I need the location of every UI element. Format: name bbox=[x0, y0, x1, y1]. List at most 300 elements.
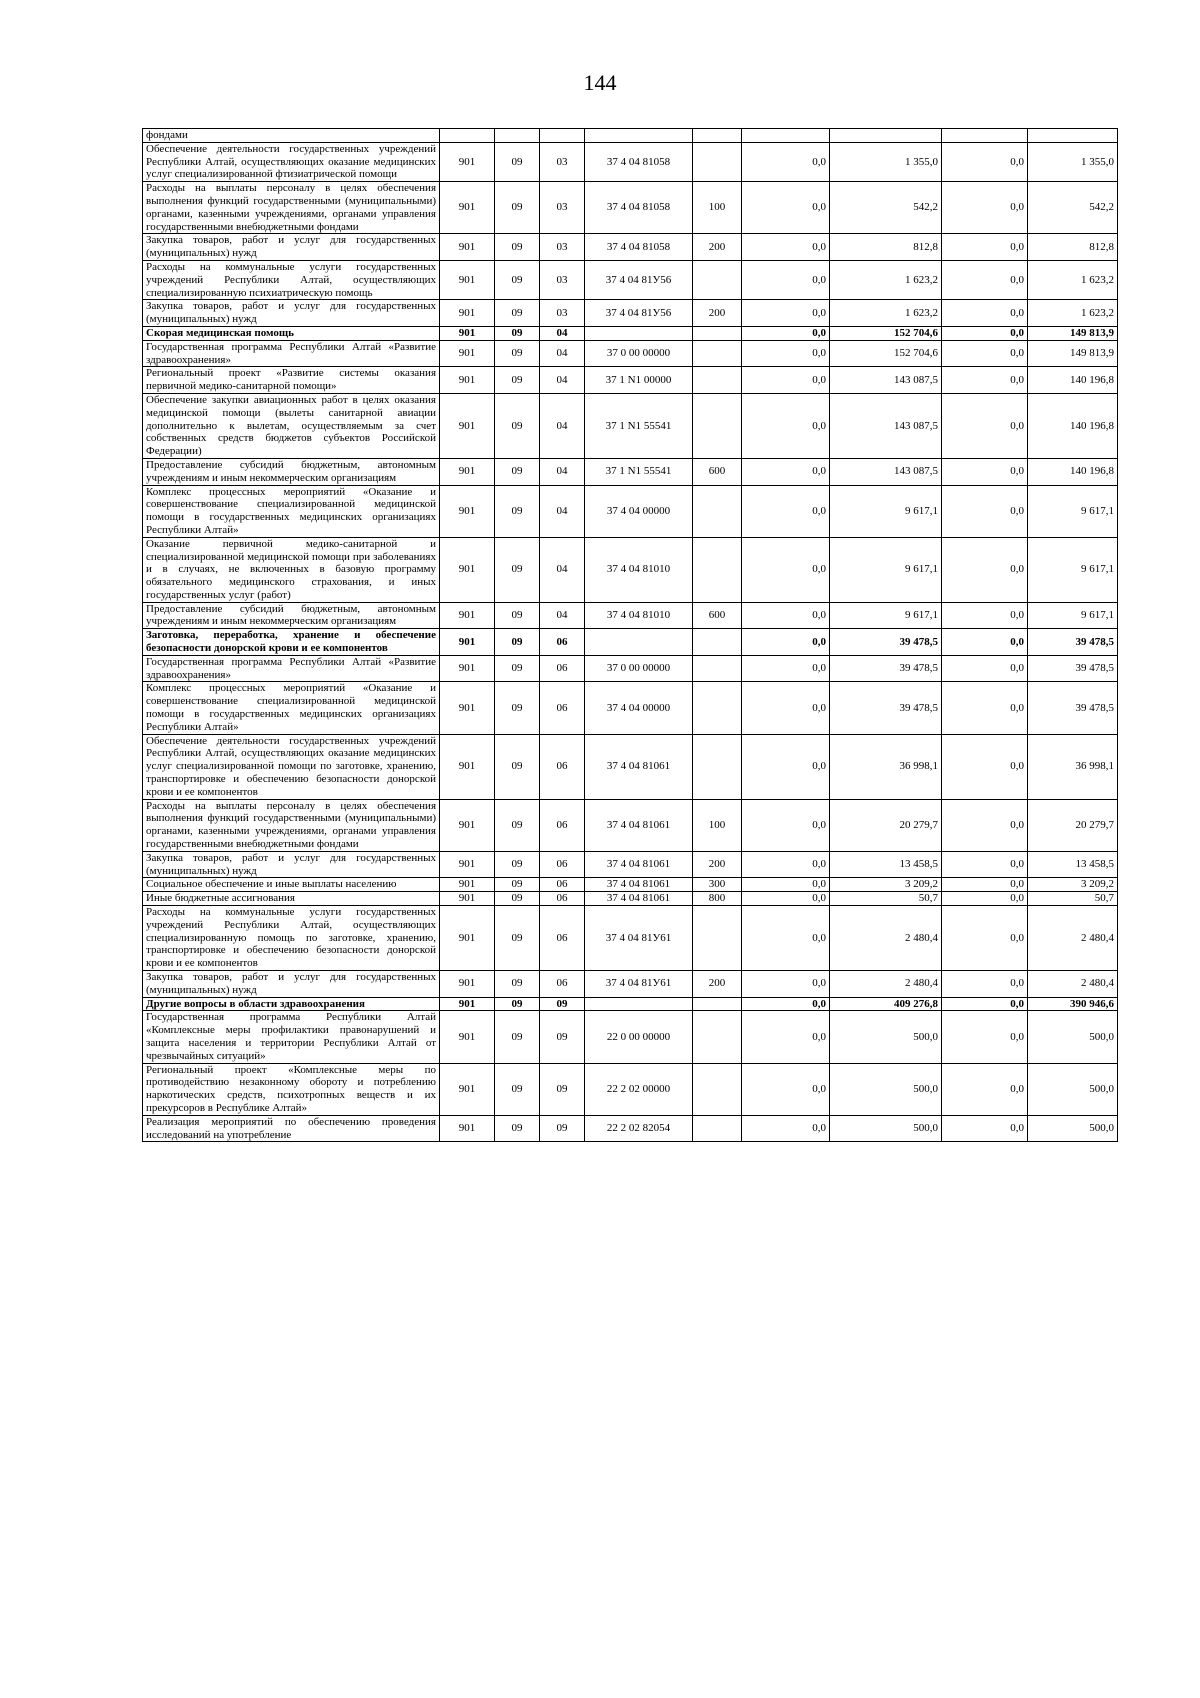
target-article-code: 37 4 04 81061 bbox=[585, 851, 693, 878]
table-row bbox=[143, 851, 1118, 878]
amount-col-4: 13 458,5 bbox=[1028, 851, 1118, 878]
expense-type-code bbox=[693, 1011, 742, 1063]
target-article-code: 37 1 N1 00000 bbox=[585, 367, 693, 394]
admin-code: 901 bbox=[440, 1115, 495, 1142]
target-article-code: 37 4 04 81У56 bbox=[585, 260, 693, 299]
table-row bbox=[143, 326, 1118, 340]
amount-col-3: 0,0 bbox=[942, 458, 1028, 485]
amount-col-2: 500,0 bbox=[830, 1063, 942, 1115]
target-article-code: 22 2 02 00000 bbox=[585, 1063, 693, 1115]
line-item-name: Закупка товаров, работ и услуг для государственных (муниципальных) нужд bbox=[143, 300, 440, 327]
target-article-code: 37 4 04 00000 bbox=[585, 682, 693, 734]
line-item-name: Обеспечение закупки авиационных работ в целях оказания медицинской помощи (вылеты санитарной авиации дополнительно к вылетам, осуществляемым за счет собственных средств бюджетов субъектов Российской Федерации) bbox=[143, 393, 440, 458]
expense-type-code: 200 bbox=[693, 300, 742, 327]
subsection-code: 03 bbox=[540, 234, 585, 261]
table-row bbox=[143, 629, 1118, 656]
line-item-name: Предоставление субсидий бюджетным, автономным учреждениям и иным некоммерческим организациям bbox=[143, 602, 440, 629]
budget-table-body bbox=[143, 129, 1118, 1142]
amount-col-4: 140 196,8 bbox=[1028, 458, 1118, 485]
amount-col-1: 0,0 bbox=[742, 326, 830, 340]
amount-col-2: 409 276,8 bbox=[830, 997, 942, 1011]
subsection-code: 06 bbox=[540, 682, 585, 734]
amount-col-3: 0,0 bbox=[942, 300, 1028, 327]
target-article-code: 37 4 04 81058 bbox=[585, 182, 693, 234]
subsection-code: 09 bbox=[540, 1063, 585, 1115]
amount-col-3: 0,0 bbox=[942, 1011, 1028, 1063]
admin-code: 901 bbox=[440, 142, 495, 181]
section-code: 09 bbox=[495, 234, 540, 261]
line-item-name: Расходы на коммунальные услуги государственных учреждений Республики Алтай, осуществляющих специализированную психиатрическую помощь bbox=[143, 260, 440, 299]
target-article-code: 37 4 04 81061 bbox=[585, 799, 693, 851]
subsection-code: 03 bbox=[540, 142, 585, 181]
table-row bbox=[143, 799, 1118, 851]
amount-col-1: 0,0 bbox=[742, 971, 830, 998]
line-item-name: Закупка товаров, работ и услуг для государственных (муниципальных) нужд bbox=[143, 234, 440, 261]
amount-col-2: 152 704,6 bbox=[830, 326, 942, 340]
amount-col-4: 2 480,4 bbox=[1028, 971, 1118, 998]
amount-col-4: 2 480,4 bbox=[1028, 906, 1118, 971]
section-code: 09 bbox=[495, 367, 540, 394]
line-item-name: Закупка товаров, работ и услуг для государственных (муниципальных) нужд bbox=[143, 971, 440, 998]
amount-col-3: 0,0 bbox=[942, 1063, 1028, 1115]
amount-col-3: 0,0 bbox=[942, 682, 1028, 734]
section-code: 09 bbox=[495, 1115, 540, 1142]
amount-col-3 bbox=[942, 129, 1028, 143]
expense-type-code bbox=[693, 655, 742, 682]
line-item-name: Обеспечение деятельности государственных учреждений Республики Алтай, осуществляющих оказание медицинских услуг специализированной фтизиатрической помощи bbox=[143, 142, 440, 181]
section-code: 09 bbox=[495, 300, 540, 327]
amount-col-2: 9 617,1 bbox=[830, 485, 942, 537]
amount-col-2: 39 478,5 bbox=[830, 682, 942, 734]
amount-col-1: 0,0 bbox=[742, 906, 830, 971]
amount-col-3: 0,0 bbox=[942, 234, 1028, 261]
expense-type-code: 600 bbox=[693, 458, 742, 485]
amount-col-2: 500,0 bbox=[830, 1115, 942, 1142]
table-row bbox=[143, 142, 1118, 181]
expense-type-code bbox=[693, 682, 742, 734]
amount-col-3: 0,0 bbox=[942, 142, 1028, 181]
amount-col-1: 0,0 bbox=[742, 367, 830, 394]
line-item-name: Социальное обеспечение и иные выплаты населению bbox=[143, 878, 440, 892]
expense-type-code bbox=[693, 1063, 742, 1115]
amount-col-4: 140 196,8 bbox=[1028, 367, 1118, 394]
amount-col-3: 0,0 bbox=[942, 997, 1028, 1011]
amount-col-4: 500,0 bbox=[1028, 1115, 1118, 1142]
section-code: 09 bbox=[495, 340, 540, 367]
amount-col-1: 0,0 bbox=[742, 1063, 830, 1115]
amount-col-1: 0,0 bbox=[742, 300, 830, 327]
subsection-code: 04 bbox=[540, 458, 585, 485]
section-code: 09 bbox=[495, 1063, 540, 1115]
subsection-code: 06 bbox=[540, 655, 585, 682]
subsection-code: 03 bbox=[540, 260, 585, 299]
expense-type-code bbox=[693, 326, 742, 340]
admin-code: 901 bbox=[440, 878, 495, 892]
line-item-name: Комплекс процессных мероприятий «Оказание и совершенствование специализированной медицинской помощи в государственных медицинских организациях Республики Алтай» bbox=[143, 485, 440, 537]
table-row bbox=[143, 458, 1118, 485]
admin-code: 901 bbox=[440, 340, 495, 367]
expense-type-code bbox=[693, 340, 742, 367]
amount-col-2: 1 623,2 bbox=[830, 300, 942, 327]
amount-col-3: 0,0 bbox=[942, 602, 1028, 629]
amount-col-4: 140 196,8 bbox=[1028, 393, 1118, 458]
admin-code: 901 bbox=[440, 799, 495, 851]
section-code: 09 bbox=[495, 393, 540, 458]
line-item-name: Закупка товаров, работ и услуг для государственных (муниципальных) нужд bbox=[143, 851, 440, 878]
amount-col-3: 0,0 bbox=[942, 326, 1028, 340]
amount-col-2: 143 087,5 bbox=[830, 367, 942, 394]
amount-col-4: 1 623,2 bbox=[1028, 300, 1118, 327]
table-row bbox=[143, 971, 1118, 998]
amount-col-2: 152 704,6 bbox=[830, 340, 942, 367]
subsection-code: 04 bbox=[540, 602, 585, 629]
admin-code: 901 bbox=[440, 997, 495, 1011]
amount-col-3: 0,0 bbox=[942, 393, 1028, 458]
expense-type-code: 100 bbox=[693, 799, 742, 851]
amount-col-2: 39 478,5 bbox=[830, 655, 942, 682]
amount-col-4: 1 355,0 bbox=[1028, 142, 1118, 181]
subsection-code bbox=[540, 129, 585, 143]
section-code: 09 bbox=[495, 1011, 540, 1063]
admin-code bbox=[440, 129, 495, 143]
amount-col-1: 0,0 bbox=[742, 340, 830, 367]
expense-type-code bbox=[693, 485, 742, 537]
admin-code: 901 bbox=[440, 906, 495, 971]
section-code: 09 bbox=[495, 906, 540, 971]
amount-col-2: 9 617,1 bbox=[830, 537, 942, 602]
amount-col-1: 0,0 bbox=[742, 1011, 830, 1063]
subsection-code: 04 bbox=[540, 537, 585, 602]
table-row bbox=[143, 997, 1118, 1011]
table-row bbox=[143, 1063, 1118, 1115]
table-row bbox=[143, 1115, 1118, 1142]
section-code: 09 bbox=[495, 260, 540, 299]
expense-type-code bbox=[693, 1115, 742, 1142]
amount-col-3: 0,0 bbox=[942, 485, 1028, 537]
table-row bbox=[143, 892, 1118, 906]
amount-col-1: 0,0 bbox=[742, 682, 830, 734]
expense-type-code: 100 bbox=[693, 182, 742, 234]
section-code: 09 bbox=[495, 655, 540, 682]
amount-col-4: 39 478,5 bbox=[1028, 629, 1118, 656]
target-article-code: 37 4 04 81061 bbox=[585, 734, 693, 799]
line-item-name: Государственная программа Республики Алтай «Комплексные меры профилактики правонарушений и защита населения и территории Республики Алтай от чрезвычайных ситуаций» bbox=[143, 1011, 440, 1063]
admin-code: 901 bbox=[440, 602, 495, 629]
target-article-code bbox=[585, 129, 693, 143]
subsection-code: 06 bbox=[540, 892, 585, 906]
amount-col-4: 9 617,1 bbox=[1028, 602, 1118, 629]
amount-col-2: 50,7 bbox=[830, 892, 942, 906]
amount-col-3: 0,0 bbox=[942, 655, 1028, 682]
table-row bbox=[143, 734, 1118, 799]
subsection-code: 09 bbox=[540, 1115, 585, 1142]
amount-col-1: 0,0 bbox=[742, 734, 830, 799]
section-code: 09 bbox=[495, 629, 540, 656]
section-code: 09 bbox=[495, 799, 540, 851]
subsection-code: 03 bbox=[540, 300, 585, 327]
amount-col-3: 0,0 bbox=[942, 892, 1028, 906]
subsection-code: 09 bbox=[540, 997, 585, 1011]
table-row bbox=[143, 129, 1118, 143]
admin-code: 901 bbox=[440, 851, 495, 878]
amount-col-4: 39 478,5 bbox=[1028, 655, 1118, 682]
amount-col-4: 20 279,7 bbox=[1028, 799, 1118, 851]
admin-code: 901 bbox=[440, 393, 495, 458]
table-row bbox=[143, 182, 1118, 234]
amount-col-1: 0,0 bbox=[742, 655, 830, 682]
amount-col-4: 9 617,1 bbox=[1028, 485, 1118, 537]
subsection-code: 06 bbox=[540, 906, 585, 971]
section-code: 09 bbox=[495, 537, 540, 602]
amount-col-1: 0,0 bbox=[742, 393, 830, 458]
amount-col-2: 143 087,5 bbox=[830, 458, 942, 485]
amount-col-3: 0,0 bbox=[942, 906, 1028, 971]
amount-col-2: 1 623,2 bbox=[830, 260, 942, 299]
table-row bbox=[143, 878, 1118, 892]
amount-col-2: 1 355,0 bbox=[830, 142, 942, 181]
table-row bbox=[143, 340, 1118, 367]
amount-col-4: 812,8 bbox=[1028, 234, 1118, 261]
section-code: 09 bbox=[495, 142, 540, 181]
admin-code: 901 bbox=[440, 734, 495, 799]
amount-col-4: 9 617,1 bbox=[1028, 537, 1118, 602]
line-item-name: Иные бюджетные ассигнования bbox=[143, 892, 440, 906]
expense-type-code bbox=[693, 367, 742, 394]
amount-col-1: 0,0 bbox=[742, 142, 830, 181]
line-item-name: Обеспечение деятельности государственных учреждений Республики Алтай, осуществляющих оказание медицинских услуг специализированной помощи по заготовке, хранению, транспортировке и обеспечению безопасности донорской крови и ее компонентов bbox=[143, 734, 440, 799]
amount-col-3: 0,0 bbox=[942, 182, 1028, 234]
amount-col-4: 500,0 bbox=[1028, 1011, 1118, 1063]
amount-col-4: 50,7 bbox=[1028, 892, 1118, 906]
subsection-code: 04 bbox=[540, 485, 585, 537]
admin-code: 901 bbox=[440, 971, 495, 998]
section-code: 09 bbox=[495, 485, 540, 537]
amount-col-1: 0,0 bbox=[742, 629, 830, 656]
amount-col-3: 0,0 bbox=[942, 734, 1028, 799]
expense-type-code: 600 bbox=[693, 602, 742, 629]
table-row bbox=[143, 602, 1118, 629]
expense-type-code bbox=[693, 906, 742, 971]
line-item-name: Комплекс процессных мероприятий «Оказание и совершенствование специализированной медицинской помощи в государственных медицинских организациях Республики Алтай» bbox=[143, 682, 440, 734]
amount-col-1: 0,0 bbox=[742, 997, 830, 1011]
target-article-code: 37 4 04 81058 bbox=[585, 142, 693, 181]
amount-col-2: 39 478,5 bbox=[830, 629, 942, 656]
expense-type-code bbox=[693, 537, 742, 602]
amount-col-1: 0,0 bbox=[742, 602, 830, 629]
section-code: 09 bbox=[495, 602, 540, 629]
target-article-code: 37 4 04 00000 bbox=[585, 485, 693, 537]
amount-col-2: 812,8 bbox=[830, 234, 942, 261]
amount-col-2 bbox=[830, 129, 942, 143]
admin-code: 901 bbox=[440, 300, 495, 327]
expense-type-code bbox=[693, 734, 742, 799]
expense-type-code bbox=[693, 142, 742, 181]
amount-col-2: 13 458,5 bbox=[830, 851, 942, 878]
table-row bbox=[143, 485, 1118, 537]
amount-col-2: 9 617,1 bbox=[830, 602, 942, 629]
table-row bbox=[143, 655, 1118, 682]
admin-code: 901 bbox=[440, 1011, 495, 1063]
section-code: 09 bbox=[495, 851, 540, 878]
target-article-code: 22 2 02 82054 bbox=[585, 1115, 693, 1142]
expense-type-code: 800 bbox=[693, 892, 742, 906]
subsection-code: 04 bbox=[540, 367, 585, 394]
amount-col-1: 0,0 bbox=[742, 458, 830, 485]
table-row bbox=[143, 393, 1118, 458]
amount-col-3: 0,0 bbox=[942, 851, 1028, 878]
amount-col-3: 0,0 bbox=[942, 537, 1028, 602]
target-article-code: 37 4 04 81У61 bbox=[585, 971, 693, 998]
line-item-name: Расходы на коммунальные услуги государственных учреждений Республики Алтай, осуществляющих специализированную помощь по заготовке, хранению, транспортировке и обеспечению безопасности донорской крови и ее компонентов bbox=[143, 906, 440, 971]
line-item-name: Государственная программа Республики Алтай «Развитие здравоохранения» bbox=[143, 340, 440, 367]
table-row bbox=[143, 537, 1118, 602]
amount-col-4: 542,2 bbox=[1028, 182, 1118, 234]
target-article-code: 37 4 04 81У61 bbox=[585, 906, 693, 971]
admin-code: 901 bbox=[440, 537, 495, 602]
amount-col-2: 2 480,4 bbox=[830, 906, 942, 971]
line-item-name: Оказание первичной медико-санитарной и специализированной медицинской помощи при заболеваниях и в случаях, не включенных в базовую программу обязательного медицинского страхования, и иных государственных услуг (работ) bbox=[143, 537, 440, 602]
amount-col-2: 542,2 bbox=[830, 182, 942, 234]
amount-col-3: 0,0 bbox=[942, 260, 1028, 299]
amount-col-3: 0,0 bbox=[942, 367, 1028, 394]
subsection-code: 03 bbox=[540, 182, 585, 234]
amount-col-2: 2 480,4 bbox=[830, 971, 942, 998]
table-row bbox=[143, 234, 1118, 261]
amount-col-3: 0,0 bbox=[942, 971, 1028, 998]
expense-type-code bbox=[693, 629, 742, 656]
amount-col-4: 390 946,6 bbox=[1028, 997, 1118, 1011]
amount-col-4 bbox=[1028, 129, 1118, 143]
admin-code: 901 bbox=[440, 629, 495, 656]
budget-table bbox=[142, 128, 1118, 1142]
expense-type-code: 200 bbox=[693, 851, 742, 878]
subsection-code: 04 bbox=[540, 326, 585, 340]
subsection-code: 06 bbox=[540, 629, 585, 656]
target-article-code bbox=[585, 997, 693, 1011]
amount-col-1: 0,0 bbox=[742, 485, 830, 537]
target-article-code: 37 1 N1 55541 bbox=[585, 458, 693, 485]
amount-col-3: 0,0 bbox=[942, 878, 1028, 892]
target-article-code: 37 4 04 81061 bbox=[585, 892, 693, 906]
target-article-code: 37 0 00 00000 bbox=[585, 655, 693, 682]
line-item-name: Региональный проект «Развитие системы оказания первичной медико-санитарной помощи» bbox=[143, 367, 440, 394]
table-row bbox=[143, 906, 1118, 971]
subsection-code: 04 bbox=[540, 393, 585, 458]
subsection-code: 06 bbox=[540, 878, 585, 892]
amount-col-2: 36 998,1 bbox=[830, 734, 942, 799]
section-code: 09 bbox=[495, 182, 540, 234]
table-row bbox=[143, 260, 1118, 299]
subsection-code: 06 bbox=[540, 851, 585, 878]
section-code: 09 bbox=[495, 971, 540, 998]
amount-col-2: 143 087,5 bbox=[830, 393, 942, 458]
admin-code: 901 bbox=[440, 234, 495, 261]
section-code bbox=[495, 129, 540, 143]
amount-col-1: 0,0 bbox=[742, 892, 830, 906]
amount-col-2: 500,0 bbox=[830, 1011, 942, 1063]
line-item-name: Расходы на выплаты персоналу в целях обеспечения выполнения функций государственными (муниципальными) органами, казенными учреждениями, органами управления государственными внебюджетными фондами bbox=[143, 799, 440, 851]
admin-code: 901 bbox=[440, 182, 495, 234]
amount-col-1: 0,0 bbox=[742, 851, 830, 878]
subsection-code: 04 bbox=[540, 340, 585, 367]
expense-type-code: 200 bbox=[693, 971, 742, 998]
amount-col-4: 149 813,9 bbox=[1028, 340, 1118, 367]
target-article-code: 37 4 04 81010 bbox=[585, 602, 693, 629]
amount-col-2: 20 279,7 bbox=[830, 799, 942, 851]
section-code: 09 bbox=[495, 326, 540, 340]
amount-col-1: 0,0 bbox=[742, 537, 830, 602]
admin-code: 901 bbox=[440, 458, 495, 485]
target-article-code: 37 4 04 81058 bbox=[585, 234, 693, 261]
target-article-code bbox=[585, 629, 693, 656]
amount-col-3: 0,0 bbox=[942, 1115, 1028, 1142]
line-item-name: Другие вопросы в области здравоохранения bbox=[143, 997, 440, 1011]
line-item-name: Региональный проект «Комплексные меры по противодействию незаконному обороту и потреблению наркотических средств, психотропных веществ и их прекурсоров в Республике Алтай» bbox=[143, 1063, 440, 1115]
section-code: 09 bbox=[495, 458, 540, 485]
amount-col-4: 1 623,2 bbox=[1028, 260, 1118, 299]
amount-col-1: 0,0 bbox=[742, 182, 830, 234]
line-item-name: Расходы на выплаты персоналу в целях обеспечения выполнения функций государственными (муниципальными) органами, казенными учреждениями, органами управления государственными внебюджетными фондами bbox=[143, 182, 440, 234]
expense-type-code: 300 bbox=[693, 878, 742, 892]
section-code: 09 bbox=[495, 878, 540, 892]
amount-col-1: 0,0 bbox=[742, 878, 830, 892]
expense-type-code bbox=[693, 129, 742, 143]
target-article-code: 37 0 00 00000 bbox=[585, 340, 693, 367]
amount-col-4: 39 478,5 bbox=[1028, 682, 1118, 734]
line-item-name: Предоставление субсидий бюджетным, автономным учреждениям и иным некоммерческим организациям bbox=[143, 458, 440, 485]
admin-code: 901 bbox=[440, 682, 495, 734]
section-code: 09 bbox=[495, 682, 540, 734]
line-item-name: Реализация мероприятий по обеспечению проведения исследований на употребление bbox=[143, 1115, 440, 1142]
target-article-code: 37 4 04 81061 bbox=[585, 878, 693, 892]
section-code: 09 bbox=[495, 734, 540, 799]
table-row bbox=[143, 682, 1118, 734]
target-article-code: 37 4 04 81У56 bbox=[585, 300, 693, 327]
admin-code: 901 bbox=[440, 892, 495, 906]
target-article-code: 37 1 N1 55541 bbox=[585, 393, 693, 458]
line-item-name: Скорая медицинская помощь bbox=[143, 326, 440, 340]
amount-col-1: 0,0 bbox=[742, 1115, 830, 1142]
amount-col-3: 0,0 bbox=[942, 340, 1028, 367]
target-article-code: 22 0 00 00000 bbox=[585, 1011, 693, 1063]
amount-col-1: 0,0 bbox=[742, 234, 830, 261]
table-row bbox=[143, 1011, 1118, 1063]
target-article-code bbox=[585, 326, 693, 340]
admin-code: 901 bbox=[440, 326, 495, 340]
table-row bbox=[143, 367, 1118, 394]
line-item-name: Заготовка, переработка, хранение и обеспечение безопасности донорской крови и ее компонентов bbox=[143, 629, 440, 656]
amount-col-2: 3 209,2 bbox=[830, 878, 942, 892]
amount-col-4: 500,0 bbox=[1028, 1063, 1118, 1115]
amount-col-3: 0,0 bbox=[942, 629, 1028, 656]
section-code: 09 bbox=[495, 997, 540, 1011]
expense-type-code bbox=[693, 393, 742, 458]
table-row bbox=[143, 300, 1118, 327]
target-article-code: 37 4 04 81010 bbox=[585, 537, 693, 602]
subsection-code: 06 bbox=[540, 799, 585, 851]
admin-code: 901 bbox=[440, 485, 495, 537]
expense-type-code bbox=[693, 260, 742, 299]
subsection-code: 06 bbox=[540, 734, 585, 799]
admin-code: 901 bbox=[440, 1063, 495, 1115]
admin-code: 901 bbox=[440, 260, 495, 299]
section-code: 09 bbox=[495, 892, 540, 906]
amount-col-1: 0,0 bbox=[742, 260, 830, 299]
admin-code: 901 bbox=[440, 655, 495, 682]
expense-type-code bbox=[693, 997, 742, 1011]
amount-col-4: 36 998,1 bbox=[1028, 734, 1118, 799]
amount-col-3: 0,0 bbox=[942, 799, 1028, 851]
